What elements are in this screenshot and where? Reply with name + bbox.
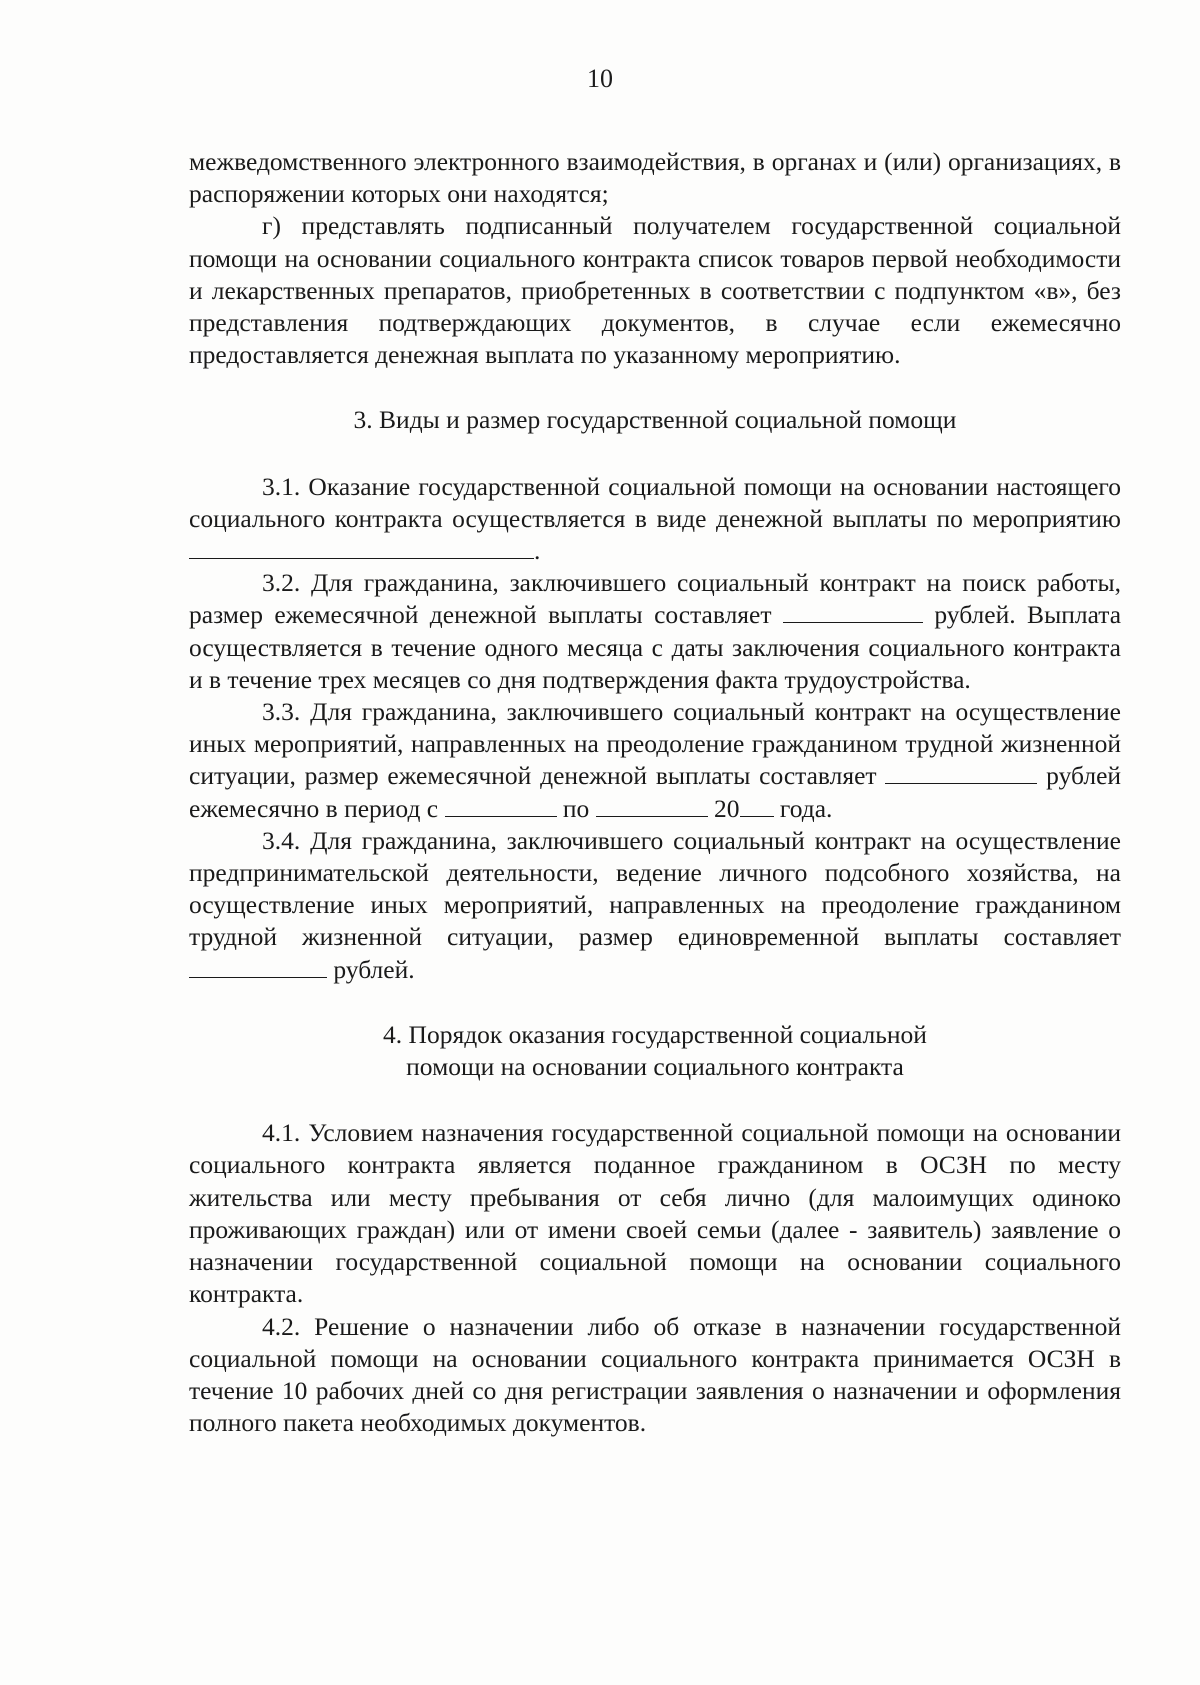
- fill-in-blank-amount[interactable]: [885, 761, 1037, 784]
- section-3-heading: 3. Виды и размер государственной социальной помощи: [353, 405, 957, 435]
- paragraph-3-4-text: 3.4. Для гражданина, заключившего социальный контракт на осуществление предпринимательской деятельности, ведение личного подсобного хозяйства, на осуществление иных мероприятий, направленных на преодоление гражданином трудной жизненной ситуации, размер единовременной выплаты составляет: [189, 825, 1121, 952]
- fill-in-blank-year[interactable]: [740, 794, 774, 817]
- spacer: [189, 986, 1121, 1019]
- paragraph-3-1-end: .: [534, 536, 541, 566]
- spacer: [189, 1083, 1121, 1117]
- paragraph-3-2-rest: рублей. Выплата осуществляется в течение одного месяца с даты заключения социального контракта и в течение трех месяцев со дня подтверждения факта трудоустройства.: [189, 600, 1122, 694]
- paragraph-3-3-year-prefix: 20: [714, 793, 740, 823]
- page-number: 10: [587, 64, 613, 93]
- paragraph-3-3-mid: рублей ежемесячно в период с: [189, 761, 1122, 823]
- paragraph-3-4-end: рублей.: [333, 954, 415, 984]
- paragraph-3-3-text: 3.3. Для гражданина, заключившего социальный контракт на осуществление иных мероприятий, направленных на преодоление гражданином трудной жизненной ситуации, размер ежемесячной денежной выплаты составляет: [189, 697, 1121, 791]
- fill-in-blank-event[interactable]: [189, 536, 534, 559]
- paragraph-4-2: 4.2. Решение о назначении либо об отказе в назначении государственной социальной помощи на основании социального контракта принимается ОСЗН в течение 10 рабочих дней со дня регистрации заявления о назначении и оформления полного пакета необходимых документов.: [189, 1311, 1121, 1438]
- spacer: [189, 371, 1121, 404]
- section-4-heading-line-2: помощи на основании социального контракта: [406, 1052, 904, 1082]
- paragraph-continuation: межведомственного электронного взаимодействия, в органах и (или) организациях, в распоряжении которых они находятся;: [189, 147, 1121, 209]
- paragraph-3-1-text: 3.1. Оказание государственной социальной помощи на основании настоящего социального контракта осуществляется в виде денежной выплаты по мероприятию: [189, 471, 1121, 533]
- section-4-heading-line-1: 4. Порядок оказания государственной социальной: [383, 1019, 927, 1049]
- document-body: [189, 146, 1121, 1439]
- paragraph-3-2: [189, 567, 1121, 696]
- paragraph-3-3-po: по: [562, 793, 590, 823]
- paragraph-3-4: [189, 825, 1121, 986]
- paragraph-item-g: г) представлять подписанный получателем государственной социальной помощи на основании социального контракта список товаров первой необходимости и лекарственных препаратов, приобретенных в соответствии с подпунктом «в», без представления подтверждающих документов, в случае если ежемесячно предоставляется денежная выплата по указанному мероприятию.: [189, 211, 1121, 370]
- fill-in-blank-date-from[interactable]: [445, 794, 557, 817]
- spacer: [189, 437, 1121, 471]
- paragraph-3-1: [189, 471, 1121, 568]
- paragraph-3-3-end: года.: [779, 793, 833, 823]
- paragraph-3-3: [189, 696, 1121, 825]
- fill-in-blank-amount[interactable]: [783, 600, 923, 623]
- paragraph-3-2-text: 3.2. Для гражданина, заключившего социальный контракт на поиск работы, размер ежемесячной денежной выплаты составляет: [189, 568, 1121, 630]
- fill-in-blank-amount[interactable]: [189, 955, 327, 978]
- paragraph-4-1: 4.1. Условием назначения государственной социальной помощи на основании социального контракта является поданное гражданином в ОСЗН по месту жительства или месту пребывания от себя лично (для малоимущих одиноко проживающих граждан) или от имени своей семьи (далее - заявитель) заявление о назначении государственной социальной помощи на основании социального контракта.: [189, 1118, 1121, 1309]
- fill-in-blank-date-to[interactable]: [596, 794, 708, 817]
